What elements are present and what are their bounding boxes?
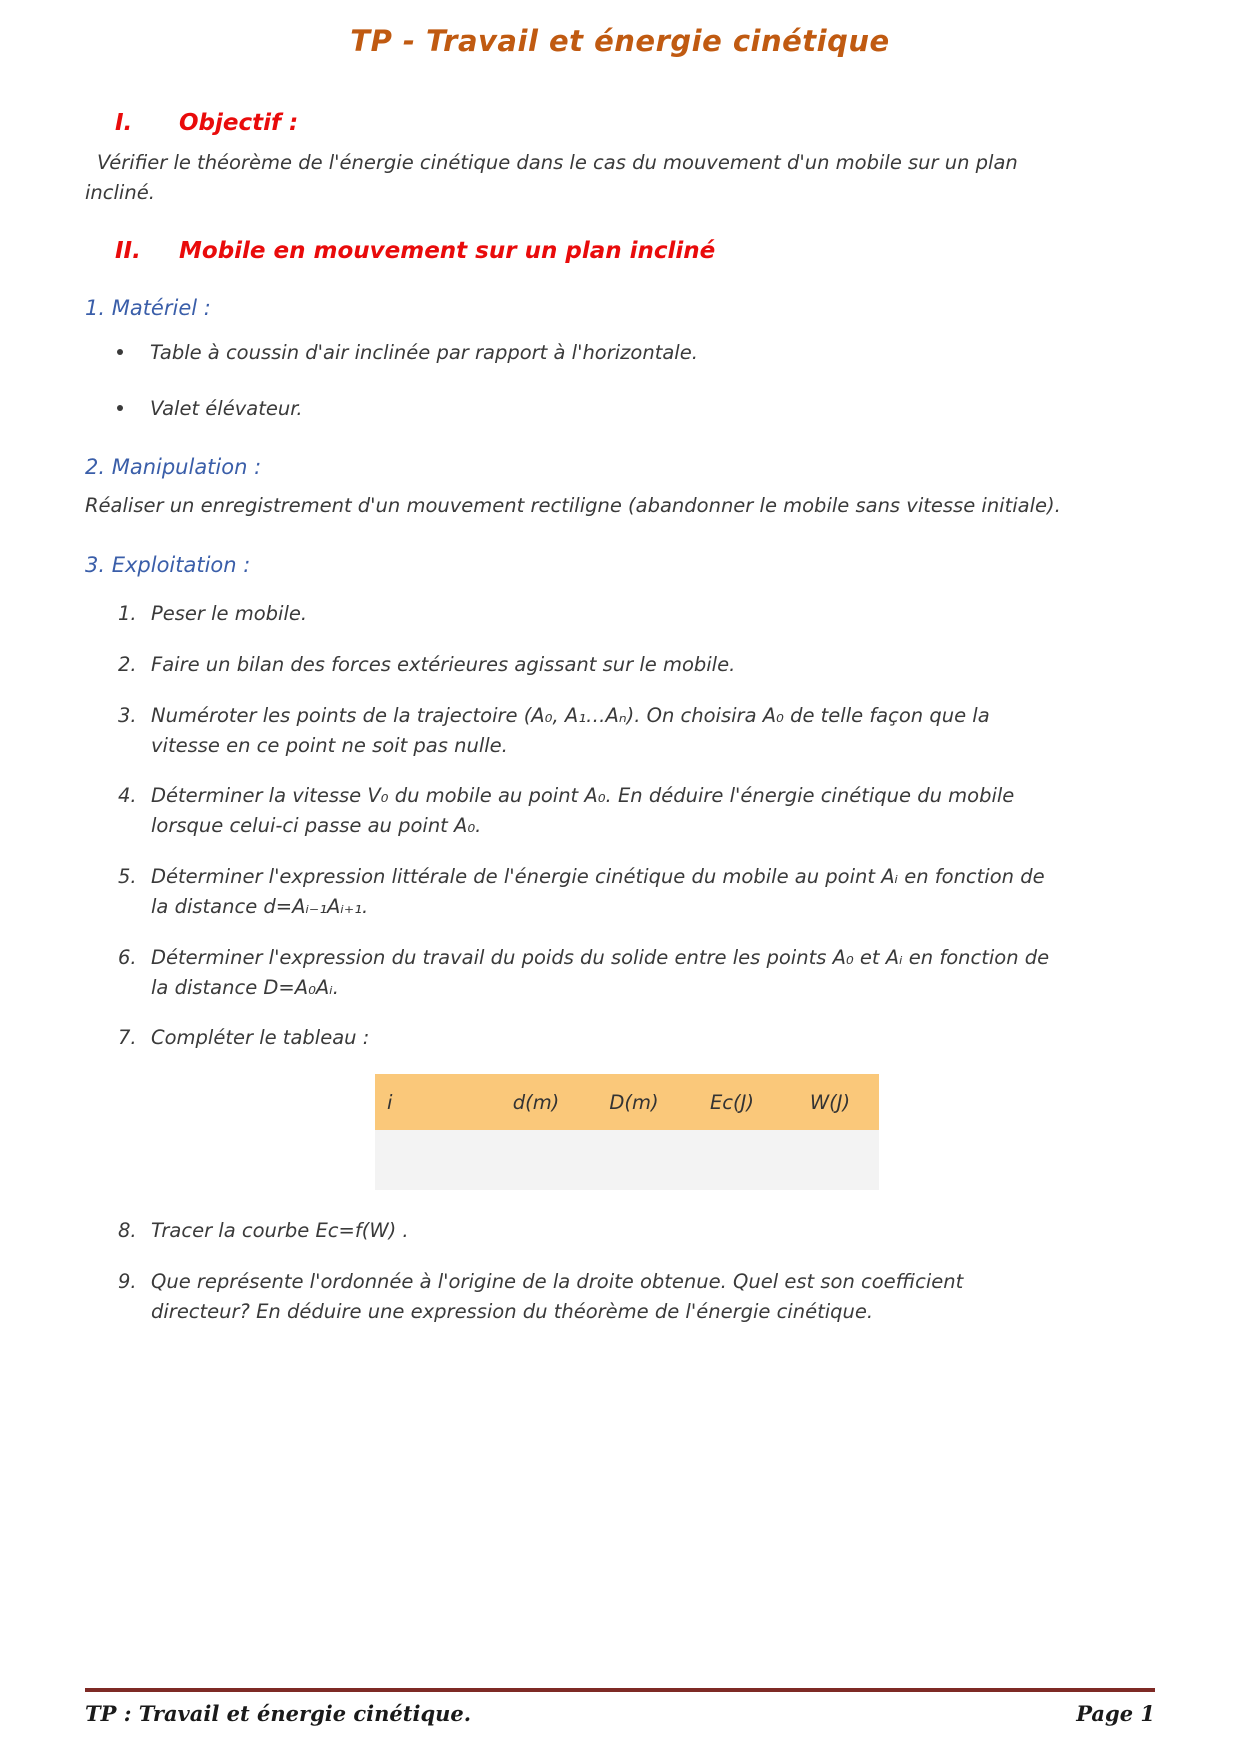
table-header-row bbox=[375, 1074, 879, 1130]
table-header-cell-i: i bbox=[375, 1074, 487, 1130]
table-header-cell-D: D(m) bbox=[585, 1074, 683, 1130]
item-number: 2. bbox=[118, 652, 137, 676]
table-header-cell-d: d(m) bbox=[487, 1074, 585, 1130]
materiel-list bbox=[85, 338, 1155, 423]
item-text: Faire un bilan des forces extérieures agissant sur le mobile. bbox=[151, 652, 736, 676]
numbered-item bbox=[118, 1267, 1155, 1327]
item-number: 5. bbox=[118, 865, 137, 889]
subheading-materiel: 1. Matériel : bbox=[85, 296, 211, 321]
footer-divider bbox=[85, 1688, 1155, 1692]
section-number: I. bbox=[115, 110, 133, 136]
section-label: Objectif : bbox=[179, 110, 299, 136]
numbered-item bbox=[118, 1023, 1155, 1053]
item-text: Déterminer l'expression du travail du poids du solide entre les points A₀ et Aᵢ en fonction de la distance D=A₀Aᵢ. bbox=[151, 945, 1050, 999]
numbered-item bbox=[118, 701, 1155, 761]
subheading-exploitation: 3. Exploitation : bbox=[85, 553, 251, 578]
item-number: 4. bbox=[118, 784, 137, 808]
item-number: 9. bbox=[118, 1270, 137, 1294]
item-text: Déterminer la vitesse V₀ du mobile au point A₀. En déduire l'énergie cinétique du mobile lorsque celui-ci passe au point A₀. bbox=[151, 784, 1015, 838]
table-empty-row bbox=[375, 1130, 879, 1190]
item-number: 3. bbox=[118, 703, 137, 727]
item-text: Que représente l'ordonnée à l'origine de la droite obtenue. Quel est son coefficient directeur? En déduire une expression du théorème de l'énergie cinétique. bbox=[151, 1270, 964, 1323]
footer-left-text: TP : Travail et énergie cinétique. bbox=[85, 1701, 472, 1726]
table-header-cell-Ec: Ec(J) bbox=[683, 1074, 781, 1130]
section-heading-objectif bbox=[115, 110, 1155, 136]
section-heading-mobile bbox=[115, 238, 1155, 264]
results-table bbox=[375, 1074, 879, 1190]
item-text: Peser le mobile. bbox=[151, 602, 308, 626]
item-text: Compléter le tableau : bbox=[151, 1026, 370, 1050]
item-number: 7. bbox=[118, 1026, 137, 1050]
numbered-item bbox=[118, 1216, 1155, 1246]
footer-text-row bbox=[85, 1701, 1155, 1726]
bullet-icon bbox=[117, 405, 123, 411]
table-empty-cell bbox=[375, 1130, 879, 1190]
table-header-cell-W: W(J) bbox=[781, 1074, 879, 1130]
objectif-paragraph: Vérifier le théorème de l'énergie cinétique dans le cas du mouvement d'un mobile sur un plan incliné. bbox=[85, 151, 1018, 205]
page-footer bbox=[85, 1688, 1155, 1726]
item-text: Déterminer l'expression littérale de l'énergie cinétique du mobile au point Aᵢ en fonction de la distance d=Aᵢ₋₁Aᵢ₊₁. bbox=[151, 865, 1045, 918]
numbered-item bbox=[118, 650, 1155, 680]
item-text: Numéroter les points de la trajectoire (A₀, A₁…Aₙ). On choisira A₀ de telle façon que la vitesse en ce point ne soit pas nulle. bbox=[151, 703, 990, 757]
page-title: TP - Travail et énergie cinétique bbox=[350, 24, 890, 58]
item-number: 1. bbox=[118, 602, 137, 626]
subheading-manipulation: 2. Manipulation : bbox=[85, 454, 262, 479]
numbered-item bbox=[118, 781, 1155, 841]
list-item-text: Valet élévateur. bbox=[150, 396, 303, 420]
list-item bbox=[85, 394, 1155, 423]
item-text: Tracer la courbe Ec=f(W) . bbox=[151, 1219, 409, 1243]
numbered-item bbox=[118, 599, 1155, 629]
item-number: 6. bbox=[118, 945, 137, 969]
numbered-item bbox=[118, 943, 1155, 1003]
bullet-icon bbox=[117, 349, 123, 355]
numbered-item bbox=[118, 862, 1155, 922]
item-number: 8. bbox=[118, 1219, 137, 1243]
list-item bbox=[85, 338, 1155, 367]
exploitation-list bbox=[85, 599, 1155, 1327]
footer-page-number: Page 1 bbox=[1076, 1701, 1155, 1726]
section-number: II. bbox=[115, 238, 141, 265]
manipulation-paragraph: Réaliser un enregistrement d'un mouvement rectiligne (abandonner le mobile sans vitesse initiale). bbox=[85, 493, 1061, 517]
section-label: Mobile en mouvement sur un plan incliné bbox=[179, 238, 716, 265]
list-item-text: Table à coussin d'air inclinée par rapport à l'horizontale. bbox=[150, 341, 698, 365]
